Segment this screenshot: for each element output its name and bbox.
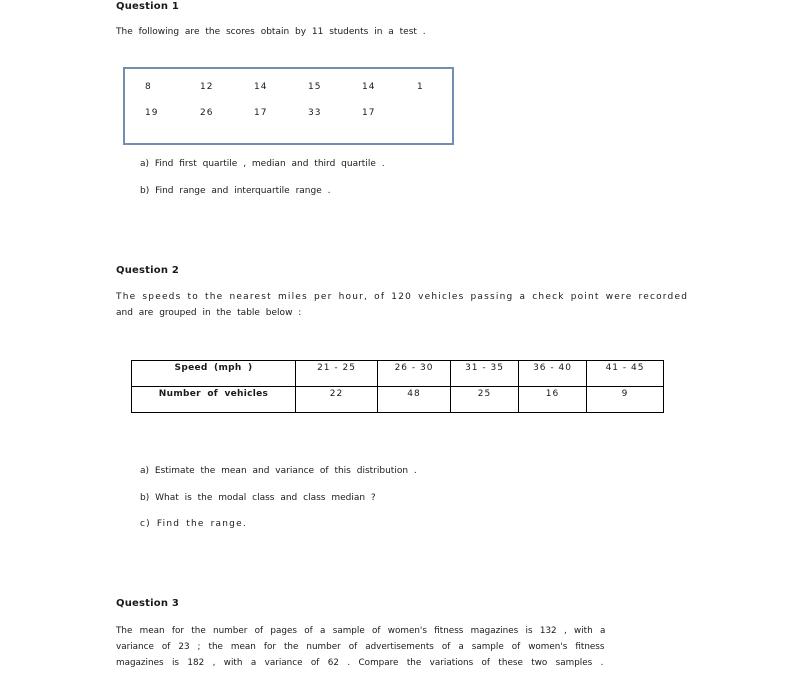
question-2-part-a: a) Estimate the mean and variance of this distribution . — [140, 466, 417, 476]
scores-box — [123, 67, 454, 145]
score-value: 1 — [417, 82, 424, 92]
question-2-intro-line-2: and are grouped in the table below : — [116, 308, 302, 318]
vehicle-count: 25 — [477, 389, 492, 399]
vehicle-count-cell — [587, 387, 664, 413]
question-3-line-2: variance of 23 ; the mean for the number of advertisements of a sample of women's fitness — [116, 642, 605, 652]
score-value: 14 — [362, 82, 376, 92]
table-row — [132, 387, 664, 413]
speed-range: 36 - 40 — [533, 363, 572, 373]
question-3-line-1: The mean for the number of pages of a sample of women's fitness magazines is 132 , with a — [116, 626, 606, 636]
speed-range-cell — [296, 361, 378, 387]
speed-range-cell — [587, 361, 664, 387]
vehicle-count: 48 — [407, 389, 421, 399]
score-value: 14 — [254, 82, 268, 92]
question-2-part-b: b) What is the modal class and class median ? — [140, 493, 376, 503]
score-value: 17 — [362, 108, 376, 118]
speed-header-label: Speed (mph ) — [174, 363, 253, 373]
vehicle-count-cell — [451, 387, 519, 413]
question-1-heading: Question 1 — [116, 1, 179, 12]
vehicle-count-cell — [296, 387, 378, 413]
speed-range: 31 - 35 — [465, 363, 504, 373]
speed-range-cell — [519, 361, 587, 387]
question-2-intro-line-1: The speeds to the nearest miles per hour, of 120 vehicles passing a check point were recorded — [116, 292, 689, 302]
score-value: 12 — [200, 82, 214, 92]
question-1-part-b: b) Find range and interquartile range . — [140, 186, 331, 196]
question-2-part-c: c) Find the range. — [140, 519, 247, 529]
vehicle-count-cell — [519, 387, 587, 413]
question-1-intro: The following are the scores obtain by 11 students in a test . — [116, 27, 426, 37]
vehicle-count: 9 — [621, 389, 629, 399]
speed-range-cell — [378, 361, 451, 387]
score-value: 17 — [254, 108, 268, 118]
vehicle-count: 22 — [329, 389, 344, 399]
question-2-heading: Question 2 — [116, 265, 179, 276]
speed-frequency-table — [131, 360, 664, 413]
vehicle-count-cell — [378, 387, 451, 413]
score-value: 26 — [200, 108, 214, 118]
score-value: 8 — [145, 82, 152, 92]
vehicles-header-label: Number of vehicles — [158, 389, 269, 399]
question-1-part-a: a) Find first quartile , median and third quartile . — [140, 159, 385, 169]
score-value: 15 — [308, 82, 322, 92]
vehicle-count: 16 — [545, 389, 560, 399]
speed-header-cell — [132, 361, 296, 387]
question-3-heading: Question 3 — [116, 598, 179, 609]
score-value: 19 — [145, 108, 159, 118]
speed-range: 41 - 45 — [605, 363, 645, 373]
score-value: 33 — [308, 108, 322, 118]
table-row — [132, 361, 664, 387]
speed-range: 26 - 30 — [394, 363, 434, 373]
speed-range: 21 - 25 — [317, 363, 356, 373]
vehicles-header-cell — [132, 387, 296, 413]
question-3-line-3: magazines is 182 , with a variance of 62 . Compare the variations of these two samples . — [116, 658, 604, 668]
speed-range-cell — [451, 361, 519, 387]
